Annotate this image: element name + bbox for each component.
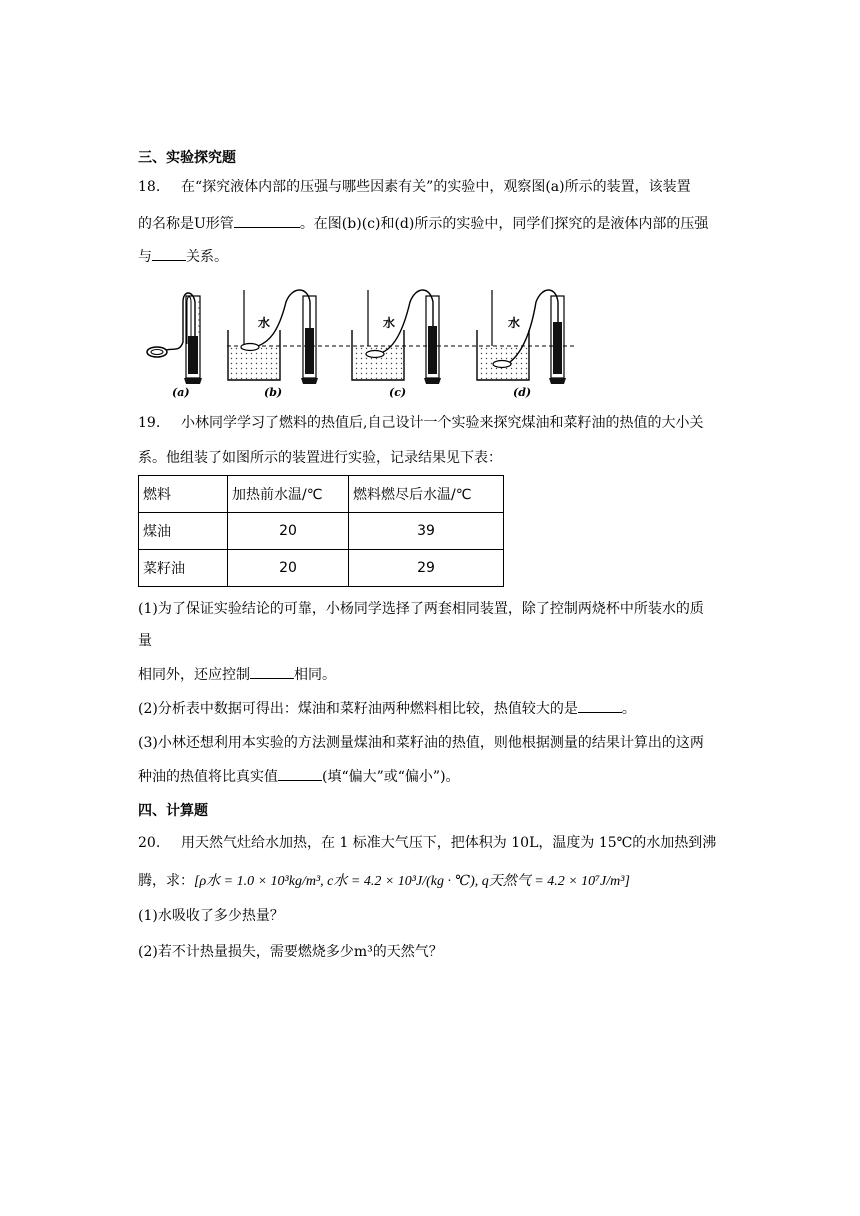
q19-blank-1[interactable] [250,664,294,679]
q19-sub1-line1: (1)为了保证实验结论的可靠，小杨同学选择了两套相同装置，除了控制两烧杯中所装水的质 [138,601,704,617]
q20-sub1: (1)水吸收了多少热量？ [138,908,284,924]
q18-line1: 在“探究液体内部的压强与哪些因素有关”的实验中，观察图(a)所示的装置，该装置 [181,179,691,195]
q19-line2: 系。他组装了如图所示的装置进行实验，记录结果见下表： [138,450,502,466]
q19-number: 19. [138,415,161,431]
q19-sub1-line3-b: 相同。 [294,667,336,683]
q18-line3 [138,246,228,267]
q19-sub3-line2-a: 种油的热值将比真实值 [138,769,278,785]
figure-label-b: (b) [264,386,283,399]
q18-line3-a: 与 [138,249,152,265]
q20-number: 20. [138,835,161,851]
figure-d-setup [477,290,566,384]
section-3-title: 三、实验探究题 [138,150,236,166]
q18-line3-b: 关系。 [186,249,228,265]
table-header-cell: 燃料 [139,476,228,513]
q20-constants-formula: [ρ水 = 1.0 × 10³kg/m³, c水 = 4.2 × 10³J/(kg · ℃), q天然气 = 4.2 × 10⁷J/m³] [194,874,630,889]
q18-number: 18. [138,179,161,195]
table-cell: 20 [228,513,349,550]
q19-sub3-line2-b: (填“偏大”或“偏小”)。 [322,769,460,785]
table-cell: 39 [349,513,504,550]
q20-sub2: (2)若不计热量损失，需要燃烧多少m³的天然气？ [138,944,443,960]
q18-blank-2[interactable] [152,246,186,261]
q18-line2-b: 。在图(b)(c)和(d)所示的实验中，同学们探究的是液体内部的压强 [299,216,709,232]
q19-sub2 [138,698,636,719]
figure-a-gauge [147,293,202,384]
table-header-cell: 燃料燃尽后水温/℃ [349,476,504,513]
q18-blank-1[interactable] [234,213,300,228]
q18-line2-a: 的名称是U形管 [138,216,234,232]
q19-blank-2[interactable] [578,698,622,713]
figure-label-c: (c) [389,386,407,399]
q20-line2-prefix: 腾，求： [138,873,194,889]
q19-sub1-line3 [138,664,336,685]
table-cell: 29 [349,550,504,587]
figure-c-setup [352,290,441,384]
table-cell: 煤油 [139,513,228,550]
q20-line2 [138,871,630,892]
table-cell: 20 [228,550,349,587]
table-header-cell: 加热前水温/℃ [228,476,349,513]
fuel-temperature-table [138,475,504,587]
q18-line2 [138,213,708,234]
q19-sub3-line2 [138,766,460,787]
q20-line1: 用天然气灶给水加热，在 1 标准大气压下，把体积为 10L，温度为 15℃的水加热到沸 [181,835,717,851]
table-cell: 菜籽油 [139,550,228,587]
q19-line1: 小林同学学习了燃料的热值后,自己设计一个实验来探究煤油和菜籽油的热值的大小关 [181,415,704,431]
q19-blank-3[interactable] [278,766,322,781]
q19-sub1-line3-a: 相同外，还应控制 [138,667,250,683]
figure-b-water-label: 水 [258,316,271,330]
section-4-title: 四、计算题 [138,803,208,819]
figure-b-setup [228,290,318,384]
figure-c-water-label: 水 [383,316,396,330]
q19-sub2-a: (2)分析表中数据可得出：煤油和菜籽油两种燃料相比较，热值较大的是 [138,701,578,717]
table-row [139,513,504,550]
figure-d-water-label: 水 [508,316,521,330]
figure-label-a: (a) [172,386,190,399]
figure-label-d: (d) [513,386,532,399]
u-tube-pressure-figure [140,282,580,400]
q19-sub2-b: 。 [621,701,636,717]
q19-sub3-line1: (3)小林还想利用本实验的方法测量煤油和菜籽油的热值，则他根据测量的结果计算出的这两 [138,735,704,751]
table-header-row [139,476,504,513]
table-row [139,550,504,587]
q19-sub1-line2: 量 [138,633,152,649]
